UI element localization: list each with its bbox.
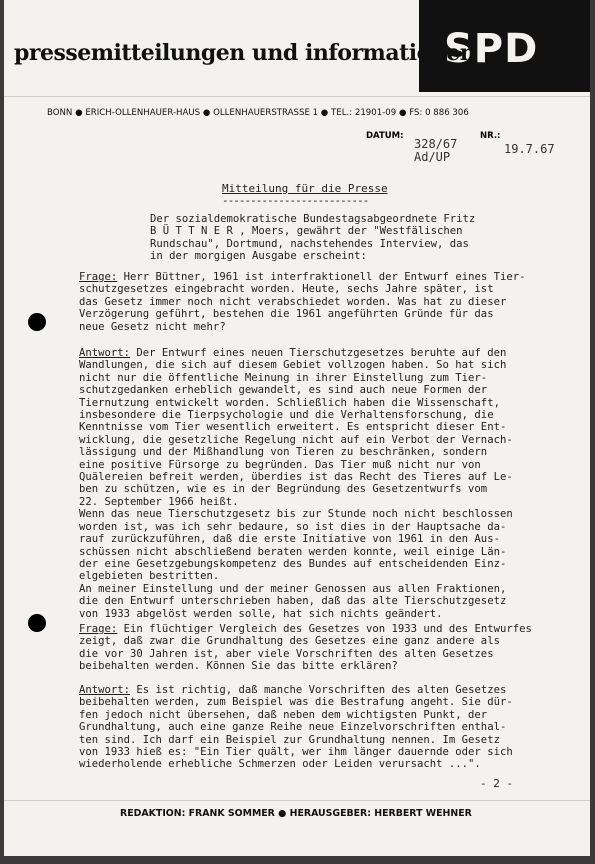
punch-hole xyxy=(28,614,46,632)
answer-text: Der Entwurf eines neuen Tierschutzgesetzes beruhte auf den Wandlungen, die sich auf diesem Gebiet vollzogen haben. So hat sich nicht nur die öffentliche Meinung in ihrer Einstellung zum Tier- schutzgedanken erheblich gewandelt, es sind auch neue Formen der Tiernutzung entwickelt worden. Schließlich haben die Wissenschaft, insbesondere die Tierpsychologie und die Verhaltensforschung, die Kenntnisse vom Tier wesentlich erweitert. Es entspricht dieser Ent- wicklung, die gesetzliche Regelung nicht auf ein Verbot der Vernach- lässigung und der Mißhandlung von Tieren zu beschränken, sondern eine positive Fürsorge zu begründen. Das Tier muß nicht nur von Quälereien befreit werden, überdies ist das Recht des Tieres auf Le- ben zu schützen, wie es in der Begründung des Gesetzentwurfs vom 22. September 1966 heißt. Wenn das neue Tierschutzgesetz bis zur Stunde noch nicht beschlossen worden ist, was ich sehr bedaure, so ist dies in der Hauptsache da- rauf zurückzuführen, daß die erste Initiative von 1961 in den Aus- schüssen nicht abschließend beraten werden konnte, weil einige Län- der eine Gesetzgebungskompetenz des Bundes auf entscheidenden Einz- elgebieten bestritten. An meiner Einstellung und der meiner Genossen aus allen Fraktionen, die den Entwurf unterschrieben haben, daß das alte Tierschutzgesetz von 1933 abgelöst werden solle, hat sich nichts geändert. xyxy=(79,347,513,620)
document-number-line-1: 328/67 xyxy=(414,137,458,151)
footer-divider xyxy=(4,800,590,801)
question-1 xyxy=(79,271,579,333)
answer-label: Antwort: xyxy=(79,347,131,359)
footer-credits: REDAKTION: FRANK SOMMER ● HERAUSGEBER: HERBERT WEHNER xyxy=(120,808,472,819)
document-number-line-2: Ad/UP xyxy=(414,150,451,164)
question-text: Ein flüchtiger Vergleich des Gesetzes von 1933 und des Entwurfes zeigt, daß zwar die Grundhaltung des Gesetzes eine ganz andere als die vor 30 Jahren ist, aber viele Vorschriften des alten Gesetzes beibehalten werden. Können Sie das bitte erklären? xyxy=(79,623,532,673)
spd-logo: SPD xyxy=(444,26,539,72)
answer-text: Es ist richtig, daß manche Vorschriften des alten Gesetzes beibehalten werden, zum Beispiel was die Bestrafung angeht. Sie dür- fen jedoch nicht übersehen, daß neben dem wichtigsten Punkt, der Grundhaltung, auch eine ganze Reihe neue Einzelvorschriften enthal- ten sind. Ich darf ein Beispiel zur Grundhaltung nennen. Im Gesetz von 1933 hieß es: "Ein Tier quält, wer ihm länger dauernde oder sich wiederholende erhebliche Schmerzen oder Leiden verursacht ...". xyxy=(79,684,513,771)
question-label: Frage: xyxy=(79,623,118,635)
masthead-title: pressemitteilungen und informationen xyxy=(14,40,476,66)
address-line: BONN ● ERICH-OLLENHAUER-HAUS ● OLLENHAUERSTRASSE 1 ● TEL.: 21901-09 ● FS: 0 886 306 xyxy=(47,108,469,118)
answer-1 xyxy=(79,347,579,620)
page-number: - 2 - xyxy=(480,777,514,790)
intro-paragraph: Der sozialdemokratische Bundestagsabgeordnete Fritz B Ü T T N E R , Moers, gewährt der "Westfälischen Rundschau", Dortmund, nachstehendes Interview, das in der morgigen Ausgabe erscheint: xyxy=(150,213,476,263)
document-number xyxy=(414,138,457,164)
heading-rule: -------------------------- xyxy=(222,194,369,207)
question-text: Herr Büttner, 1961 ist interfraktionell der Entwurf eines Tier- schutzgesetzes eingebracht worden. Heute, sechs Jahre später, ist das Gesetz immer noch nicht verabschiedet worden. Was hat zu dieser Verzögerung geführt, bestehen die 1961 angeführten Gründe für das neue Gesetz nicht mehr? xyxy=(79,271,526,333)
question-2 xyxy=(79,623,579,673)
answer-2 xyxy=(79,684,579,771)
question-label: Frage: xyxy=(79,271,118,283)
datum-label: DATUM: xyxy=(366,131,404,141)
punch-hole xyxy=(28,313,46,331)
document-page xyxy=(4,0,590,856)
document-date: 19.7.67 xyxy=(504,142,555,156)
answer-label: Antwort: xyxy=(79,684,131,696)
nr-label: NR.: xyxy=(480,131,501,141)
press-heading: Mitteilung für die Presse xyxy=(222,182,388,195)
masthead-divider xyxy=(4,96,590,97)
